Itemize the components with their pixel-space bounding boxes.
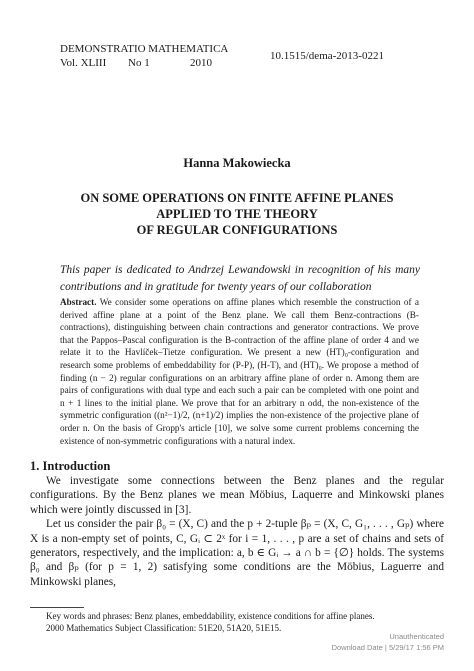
footnote-msc: 2000 Mathematics Subject Classification: 51E20, 51A20, 51E15. — [46, 623, 282, 633]
watermark-line: Download Date | 5/29/17 1:56 PM — [331, 643, 444, 652]
abstract-label: Abstract. — [60, 297, 97, 307]
journal-name: DEMONSTRATIO MATHEMATICA — [60, 43, 229, 55]
journal-number: No 1 — [128, 57, 150, 69]
body-paragraph: We investigate some connections between the Benz planes and the regular configurations. By the Benz planes we mean Möbius, Laquerre and Minkowski planes which were jointly discussed in [3]. — [30, 475, 444, 516]
dedication: This paper is dedicated to Andrzej Lewandowski in recognition of his many contributions and in gratitude for twenty years of our collaboration — [60, 264, 420, 293]
body-paragraph: Let us consider the pair β₀ = (X, C) and the p + 2-tuple βₚ = (X, C, G₁, . . . , Gₚ) where X is a non-empty set of points, C, Gᵢ ⊂ 2ˣ for i = 1, . . . , p are a set of chains and sets of generators, respectively, and the implication: a, b ∈ Gᵢ → a ∩ b = {∅} holds. The systems β₀ and βₚ (for p = 1, 2) satisfying some conditions are the Möbius, Laguerre and Minkowski planes, — [30, 518, 444, 588]
section-body — [30, 474, 444, 589]
title-line: APPLIED TO THE THEORY — [156, 207, 318, 221]
journal-year: 2010 — [190, 57, 212, 69]
abstract — [60, 296, 419, 447]
doi[interactable]: 10.1515/dema-2013-0221 — [270, 50, 384, 62]
abstract-text: We consider some operations on affine planes which resemble the construction of a derived affine plane at a point of the Benz plane. We call them Benz-contractions (B-contractions), distinguishing between chain contractions and generator contractions. We prove that the Pappos–Pascal configuration is the B-contraction of the affine plane of order 4 and we relate it to the Havlíček–Tietze configuration. We present a new (HT)₀-configuration and research some problems of embeddability for (P-P), (H-T), and (HT)₀. We propose a method of finding (n − 2) regular configurations on an arbitrary affine plane of order n. Among them are pairs of configurations with dual type and each such a pair can be completed with one point and n + 1 lines to the initial plane. We prove that for an arbitrary n odd, the non-existence of the symmetric configuration ((n²−1)/2, (n+1)/2) implies the non-existence of the projective plane of order n. On the basis of Gropp's article [10], we solve some current problems concerning the existence of non-symmetric configurations with a natural index. — [60, 297, 419, 446]
title-line: OF REGULAR CONFIGURATIONS — [136, 223, 338, 237]
section-heading: 1. Introduction — [30, 459, 111, 473]
paper-title — [0, 190, 474, 238]
footnote-divider — [30, 607, 84, 608]
title-line: ON SOME OPERATIONS ON FINITE AFFINE PLANES — [80, 191, 394, 205]
watermark-line: Unauthenticated — [389, 632, 444, 641]
footnote-keywords: Key words and phrases: Benz planes, embeddability, existence conditions for affine planes. — [46, 611, 375, 621]
journal-issue-line — [60, 56, 235, 70]
journal-header — [60, 42, 235, 70]
download-watermark — [332, 631, 444, 653]
journal-volume: Vol. XLIII — [60, 57, 107, 69]
author-name: Hanna Makowiecka — [183, 156, 291, 170]
